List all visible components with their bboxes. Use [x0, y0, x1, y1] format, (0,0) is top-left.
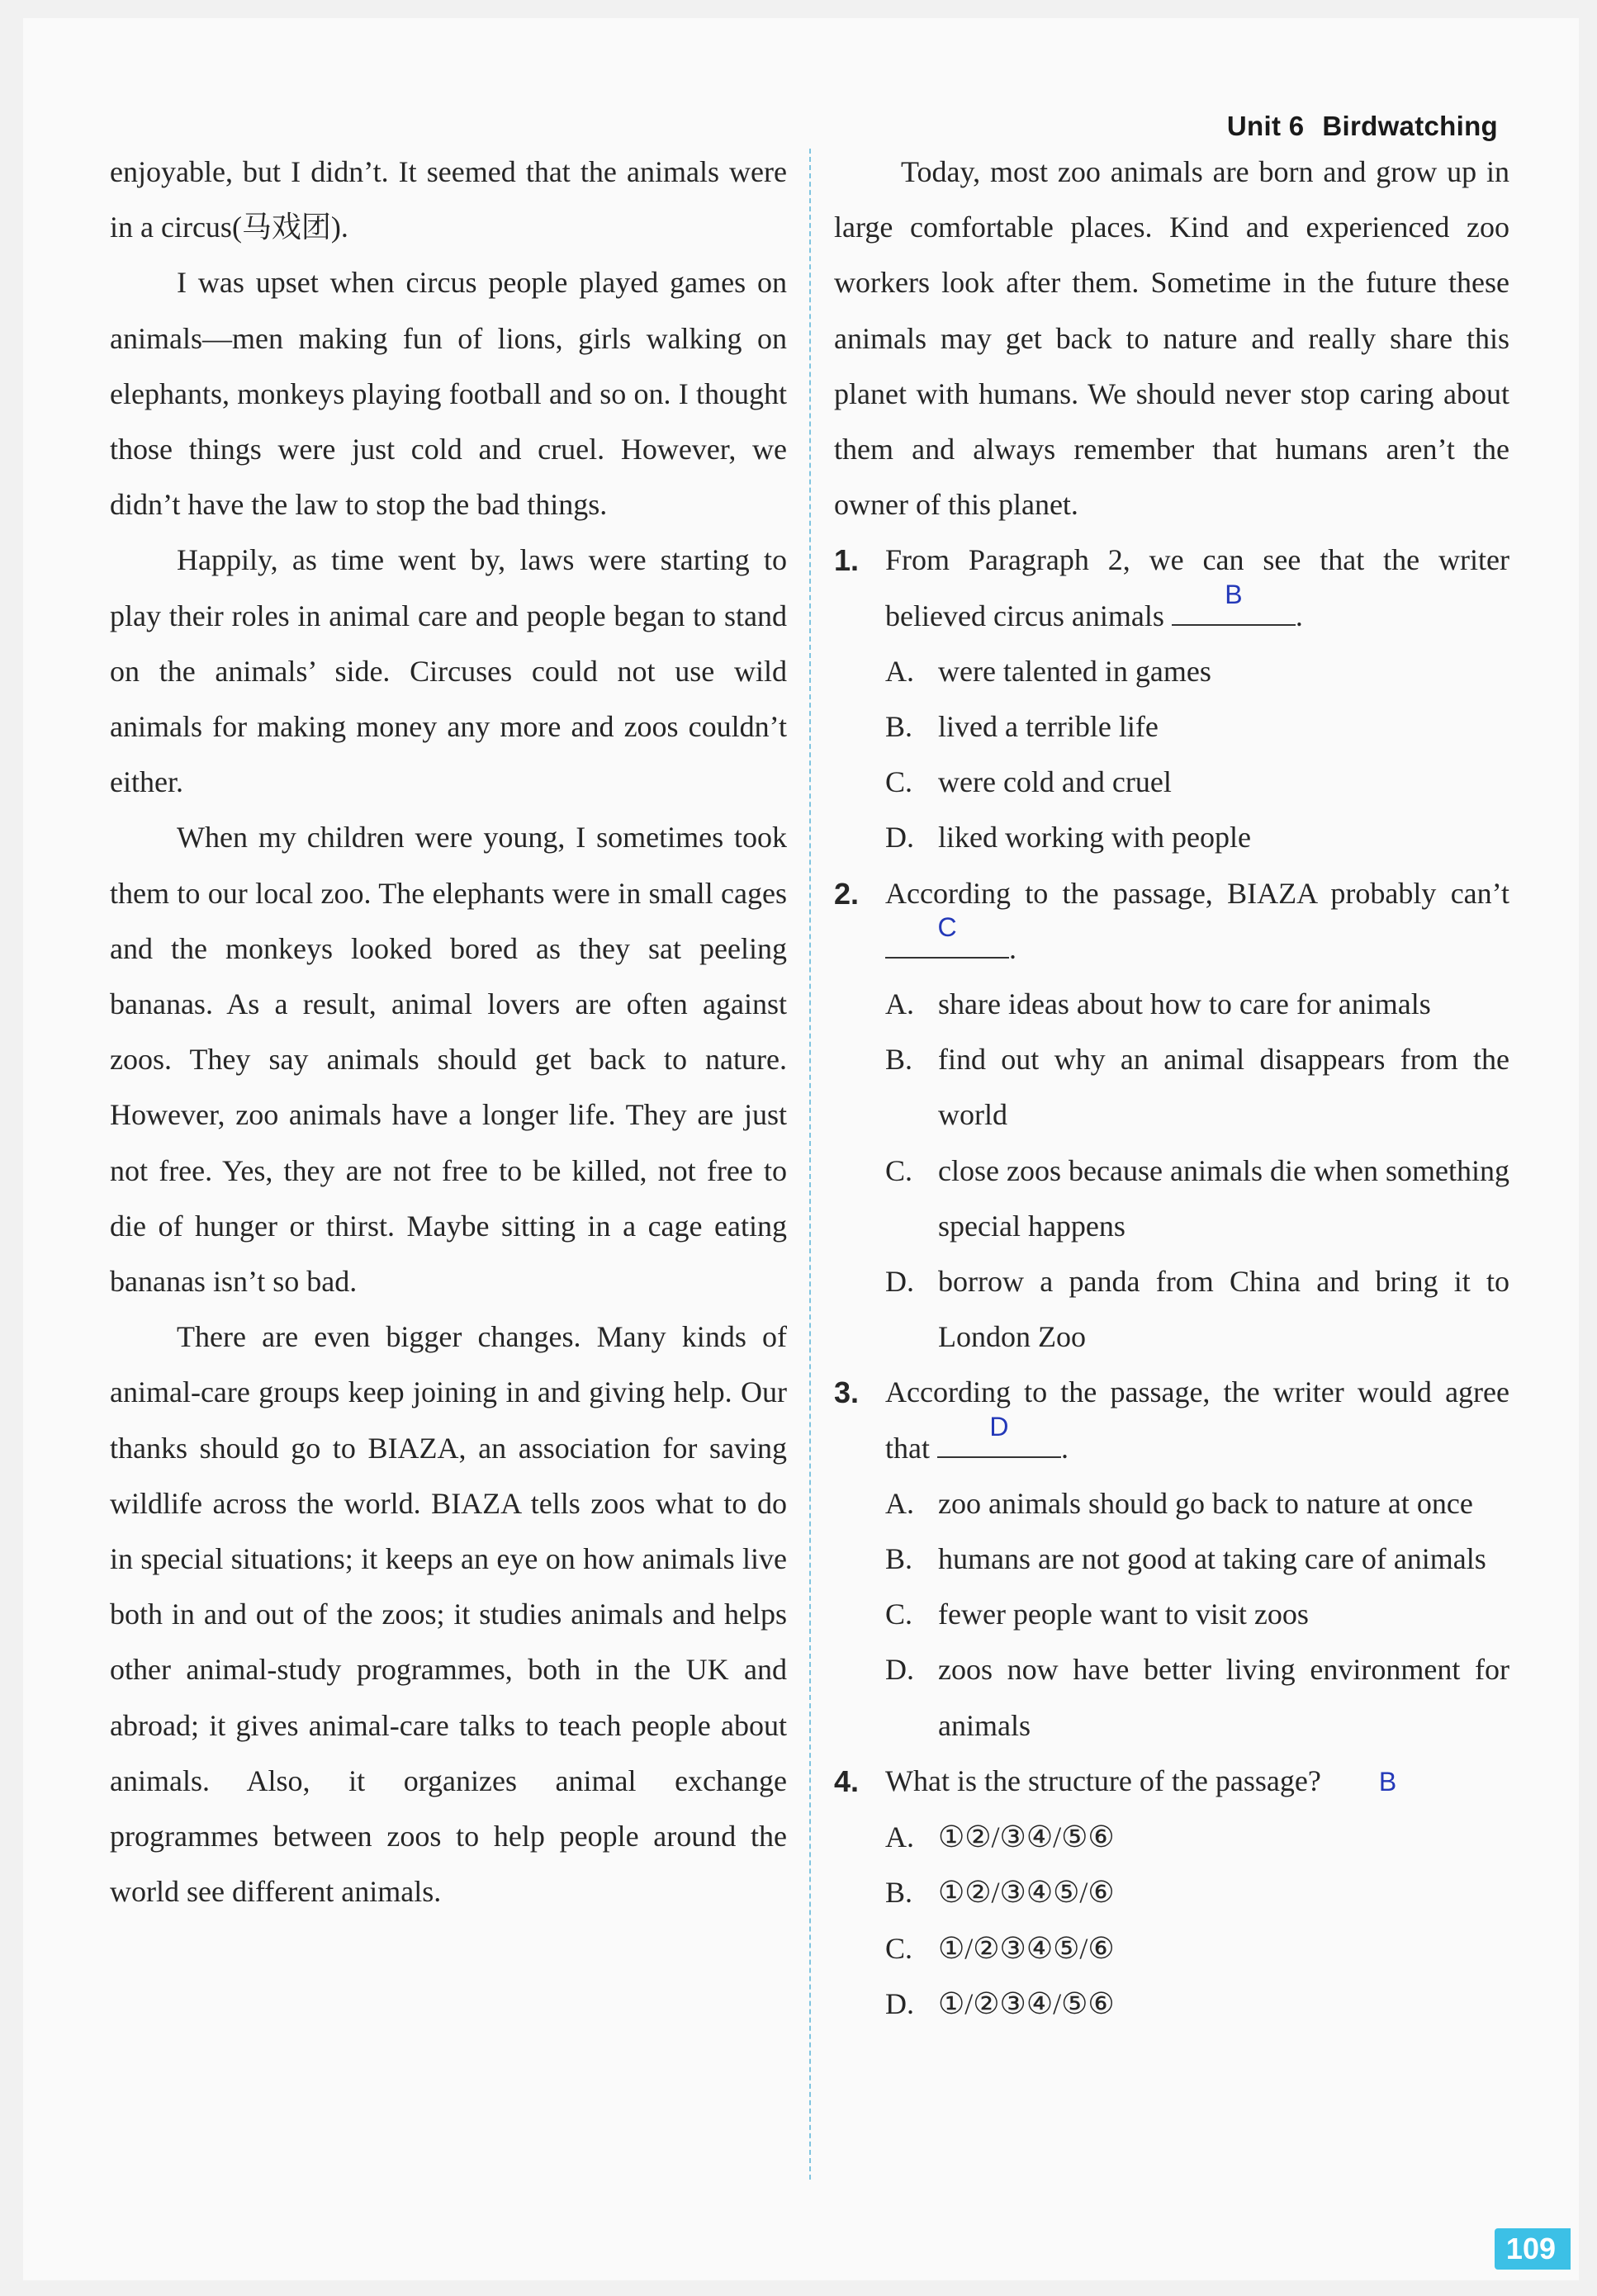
- question-number: 2.: [834, 876, 860, 911]
- option-text: find out why an animal disappears from the world: [938, 1043, 1509, 1132]
- passage-paragraph: enjoyable, but I didn’t. It seemed that the animals were in a circus(马戏团).: [110, 155, 787, 244]
- option-text: fewer people want to visit zoos: [938, 1598, 1309, 1631]
- option-text: liked working with people: [938, 821, 1251, 854]
- option-text: ①②/③④⑤/⑥: [938, 1876, 1115, 1910]
- option: [885, 1143, 1509, 1254]
- option: [885, 1642, 1509, 1753]
- option-letter: D.: [885, 1653, 914, 1687]
- option-letter: B.: [885, 1043, 913, 1077]
- question-number: 4.: [834, 1763, 860, 1798]
- question-number: 3.: [834, 1375, 860, 1410]
- option-letter: C.: [885, 765, 913, 799]
- option-text: ①/②③④⑤/⑥: [938, 1931, 1115, 1965]
- question-2: [834, 866, 1509, 1366]
- option: [885, 1976, 1509, 2032]
- answer-blank[interactable]: [885, 911, 1009, 959]
- column-divider: [809, 149, 811, 2180]
- option: [885, 644, 1509, 699]
- option: [885, 1587, 1509, 1642]
- option-text: share ideas about how to care for animals: [938, 987, 1431, 1021]
- question-stem: From Paragraph 2, we can see that the writer believed circus animals: [885, 543, 1509, 632]
- option: [885, 1032, 1509, 1143]
- option-letter: A.: [885, 1486, 914, 1520]
- question-3: [834, 1365, 1509, 1753]
- option-letter: A.: [885, 987, 914, 1021]
- option-letter: D.: [885, 1265, 914, 1299]
- unit-header: [1227, 111, 1498, 142]
- question-4: [834, 1754, 1509, 2032]
- option-letter: B.: [885, 1876, 913, 1910]
- option-text: were cold and cruel: [938, 765, 1172, 799]
- passage-paragraph: Happily, as time went by, laws were starting to play their roles in animal care and people began to stand on the animals’ side. Circuses could not use wild animals for making money any more and zoos couldn’t either.: [110, 543, 787, 799]
- option: [885, 1865, 1509, 1920]
- question-1: [834, 533, 1509, 865]
- unit-title: Birdwatching: [1322, 111, 1498, 141]
- option-text: borrow a panda from China and bring it to London Zoo: [938, 1265, 1509, 1354]
- stem-end: .: [1060, 1431, 1069, 1465]
- option-text: close zoos because animals die when something special happens: [938, 1153, 1509, 1243]
- option-letter: A.: [885, 1820, 914, 1854]
- passage-paragraph: When my children were young, I sometimes took them to our local zoo. The elephants were in small cages and the monkeys looked bored as they sat peeling bananas. As a result, animal lovers are often against zoos. They say animals should get back to nature. However, zoo animals have a longer life. They are just not free. Yes, they are not free to be killed, not free to die of hunger or thirst. Maybe sitting in a cage eating bananas isn’t so bad.: [110, 821, 787, 1299]
- answer-mark: C: [937, 911, 957, 942]
- option-text: humans are not good at taking care of animals: [938, 1542, 1486, 1576]
- passage-left-column: [110, 144, 787, 1920]
- passage-paragraph: I was upset when circus people played games on animals—men making fun of lions, girls walking on elephants, monkeys playing football and so on. I thought those things were just cold and cruel. However, we didn’t have the law to stop the bad things.: [110, 266, 787, 522]
- option-letter: B.: [885, 710, 913, 744]
- option-text: zoos now have better living environment for animals: [938, 1653, 1509, 1742]
- option: [885, 1531, 1509, 1587]
- option-text: zoo animals should go back to nature at once: [938, 1486, 1473, 1520]
- option: [885, 977, 1509, 1032]
- option-letter: D.: [885, 1986, 914, 2020]
- option-letter: C.: [885, 1153, 913, 1187]
- option-text: ①/②③④/⑤⑥: [938, 1986, 1115, 2020]
- option: [885, 699, 1509, 755]
- answer-mark: D: [989, 1411, 1009, 1442]
- option-text: were talented in games: [938, 654, 1211, 688]
- option-letter: D.: [885, 821, 914, 854]
- stem-end: .: [1009, 931, 1016, 965]
- right-column: [834, 144, 1509, 2032]
- option-letter: C.: [885, 1598, 913, 1631]
- question-stem: According to the passage, BIAZA probably can’t: [885, 876, 1509, 910]
- answer-mark: B: [1378, 1766, 1397, 1797]
- stem-end: .: [1295, 599, 1303, 632]
- question-stem: What is the structure of the passage?: [885, 1763, 1321, 1797]
- passage-paragraph: Today, most zoo animals are born and grow up in large comfortable places. Kind and experienced zoo workers look after them. Sometime in the future these animals may get back to nature and really share this planet with humans. We should never stop caring about them and always remember that humans aren’t the owner of this planet.: [834, 155, 1509, 522]
- answer-mark: B: [1225, 579, 1243, 609]
- option: [885, 1254, 1509, 1365]
- answer-blank[interactable]: [937, 1411, 1061, 1458]
- answer-blank[interactable]: [1172, 579, 1296, 626]
- page-number: 109: [1495, 2228, 1571, 2270]
- option-letter: C.: [885, 1931, 913, 1965]
- option-text: lived a terrible life: [938, 710, 1159, 744]
- option: [885, 1810, 1509, 1865]
- option: [885, 1921, 1509, 1976]
- option: [885, 810, 1509, 865]
- option: [885, 1476, 1509, 1531]
- unit-label: Unit 6: [1226, 111, 1305, 141]
- option-letter: B.: [885, 1542, 913, 1576]
- passage-paragraph: There are even bigger changes. Many kinds of animal-care groups keep joining in and giving help. Our thanks should go to BIAZA, an association for saving wildlife across the world. BIAZA tells zoos what to do in special situations; it keeps an eye on how animals live both in and out of the zoos; it studies animals and helps other animal-study programmes, both in the UK and abroad; it gives animal-care talks to teach people about animals. Also, it organizes animal exchange programmes between zoos to help people around the world see different animals.: [110, 1320, 787, 1909]
- question-number: 1.: [834, 543, 860, 578]
- question-stem: According to the passage, the writer would agree that: [885, 1375, 1509, 1465]
- option-text: ①②/③④/⑤⑥: [938, 1820, 1115, 1854]
- option: [885, 755, 1509, 810]
- option-letter: A.: [885, 654, 914, 688]
